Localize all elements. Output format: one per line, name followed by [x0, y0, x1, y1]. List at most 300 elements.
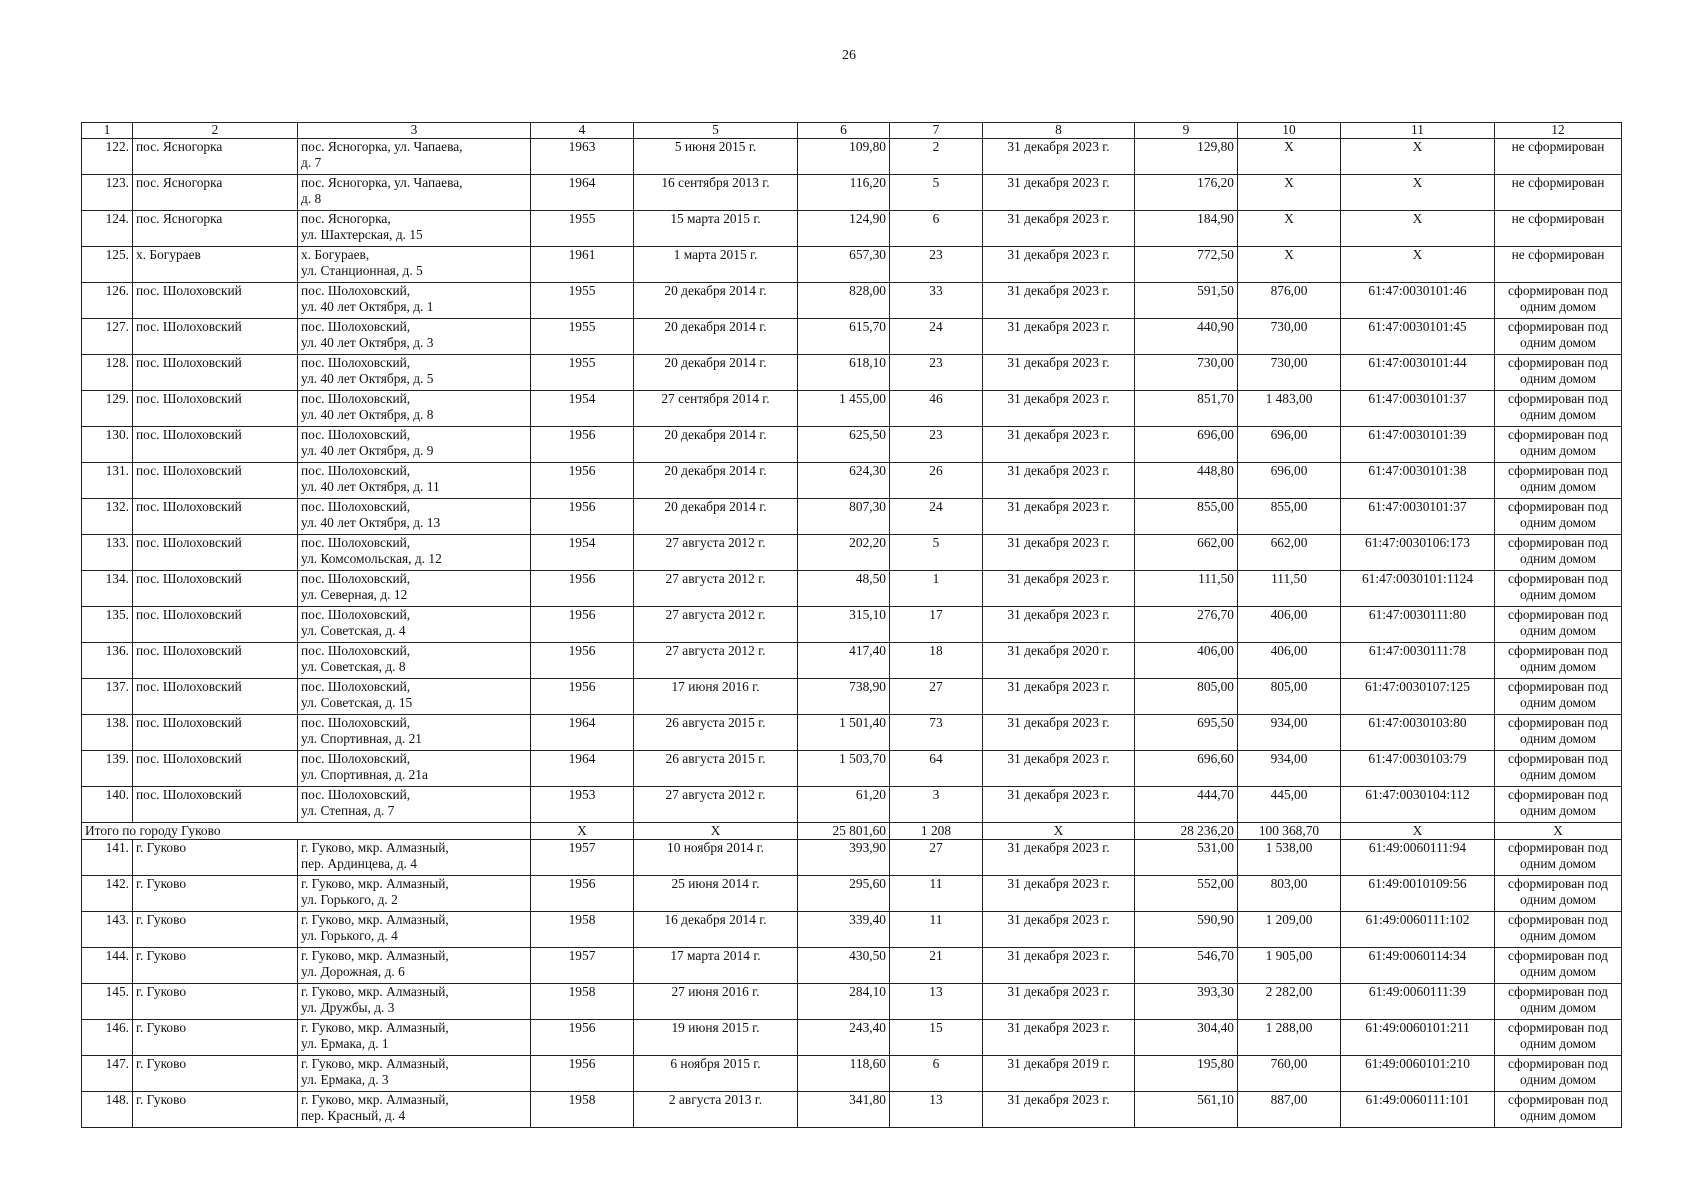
year-cell: 1956 [531, 427, 634, 463]
address-cell [298, 1056, 531, 1092]
land-status-cell [1495, 211, 1622, 247]
residents-cell: 15 [890, 1020, 983, 1056]
land-status-line: не сформирован [1511, 139, 1605, 154]
settlement-cell: пос. Шолоховский [133, 751, 298, 787]
land-status-cell [1495, 679, 1622, 715]
row-number-cell: 147. [82, 1056, 133, 1092]
land-status-line: одним домом [1520, 335, 1596, 350]
residents-cell: 23 [890, 355, 983, 391]
land-status-line: сформирован под [1508, 1020, 1608, 1035]
col10-cell: Х [1238, 175, 1341, 211]
land-status-cell [1495, 391, 1622, 427]
deadline-cell: 31 декабря 2023 г. [983, 463, 1135, 499]
col10-cell: 1 288,00 [1238, 1020, 1341, 1056]
land-status-line: сформирован под [1508, 751, 1608, 766]
cadastre-cell: 61:49:0060101:210 [1341, 1056, 1495, 1092]
settlement-cell: х. Богураев [133, 247, 298, 283]
land-status-line: одним домом [1520, 371, 1596, 386]
address-line: ул. Станционная, д. 5 [301, 263, 423, 278]
residents-cell: 6 [890, 211, 983, 247]
residents-cell: 2 [890, 139, 983, 175]
row-number-cell: 136. [82, 643, 133, 679]
address-line: ул. Дорожная, д. 6 [301, 964, 405, 979]
residents-cell: 5 [890, 175, 983, 211]
column-number-cell: 11 [1341, 123, 1495, 139]
col10-cell: 855,00 [1238, 499, 1341, 535]
deadline-cell: 31 декабря 2023 г. [983, 427, 1135, 463]
cadastre-cell: 61:49:0010109:56 [1341, 876, 1495, 912]
land-status-cell [1495, 984, 1622, 1020]
area-cell: 624,30 [798, 463, 890, 499]
col9-cell: 176,20 [1135, 175, 1238, 211]
address-line: пос. Шолоховский, [301, 355, 411, 370]
land-status-line: не сформирован [1511, 175, 1605, 190]
col10-cell: 1 905,00 [1238, 948, 1341, 984]
col9-cell: 184,90 [1135, 211, 1238, 247]
table-row [82, 876, 1622, 912]
address-cell [298, 319, 531, 355]
land-status-cell [1495, 571, 1622, 607]
land-status-line: одним домом [1520, 551, 1596, 566]
land-status-cell [1495, 1020, 1622, 1056]
row-number-cell: 125. [82, 247, 133, 283]
address-line: пос. Шолоховский, [301, 715, 411, 730]
address-line: г. Гуково, мкр. Алмазный, [301, 840, 449, 855]
area-cell: 807,30 [798, 499, 890, 535]
col10-cell: 803,00 [1238, 876, 1341, 912]
residents-cell: 21 [890, 948, 983, 984]
row-number-cell: 134. [82, 571, 133, 607]
cadastre-cell: Х [1341, 211, 1495, 247]
settlement-cell: г. Гуково [133, 912, 298, 948]
date-cell: 27 августа 2012 г. [634, 643, 798, 679]
address-line: пос. Ясногорка, ул. Чапаева, [301, 139, 463, 154]
settlement-cell: пос. Шолоховский [133, 607, 298, 643]
cadastre-cell: 61:47:0030101:39 [1341, 427, 1495, 463]
area-cell: 339,40 [798, 912, 890, 948]
year-cell: 1956 [531, 499, 634, 535]
residents-cell: 24 [890, 319, 983, 355]
settlement-cell: пос. Шолоховский [133, 319, 298, 355]
address-line: ул. Горького, д. 2 [301, 892, 398, 907]
land-status-cell [1495, 715, 1622, 751]
col10-cell: 730,00 [1238, 319, 1341, 355]
address-cell [298, 787, 531, 823]
column-number-cell: 12 [1495, 123, 1622, 139]
settlement-cell: пос. Шолоховский [133, 355, 298, 391]
address-cell [298, 876, 531, 912]
year-cell: 1957 [531, 948, 634, 984]
col10-cell: 2 282,00 [1238, 984, 1341, 1020]
year-cell: 1954 [531, 535, 634, 571]
cadastre-cell: 61:49:0060111:101 [1341, 1092, 1495, 1128]
total-label-cell: Итого по городу Гуково [82, 823, 531, 840]
settlement-cell: г. Гуково [133, 984, 298, 1020]
table-row [82, 535, 1622, 571]
deadline-cell: 31 декабря 2023 г. [983, 535, 1135, 571]
address-line: пос. Шолоховский, [301, 535, 411, 550]
row-number-cell: 127. [82, 319, 133, 355]
deadline-cell: 31 декабря 2023 г. [983, 355, 1135, 391]
table-row [82, 751, 1622, 787]
land-status-cell [1495, 247, 1622, 283]
address-cell [298, 463, 531, 499]
land-status-line: одним домом [1520, 587, 1596, 602]
deadline-cell: 31 декабря 2023 г. [983, 283, 1135, 319]
date-cell: 26 августа 2015 г. [634, 715, 798, 751]
address-line: пос. Шолоховский, [301, 391, 411, 406]
residents-cell: 23 [890, 427, 983, 463]
table-row [82, 139, 1622, 175]
address-line: пос. Шолоховский, [301, 499, 411, 514]
settlement-cell: пос. Шолоховский [133, 643, 298, 679]
land-status-line: сформирован под [1508, 787, 1608, 802]
address-line: ул. Советская, д. 4 [301, 623, 406, 638]
row-number-cell: 131. [82, 463, 133, 499]
address-cell [298, 984, 531, 1020]
cadastre-cell: 61:49:0060101:211 [1341, 1020, 1495, 1056]
deadline-cell: 31 декабря 2023 г. [983, 175, 1135, 211]
cadastre-cell: 61:47:0030101:45 [1341, 319, 1495, 355]
col10-cell: 1 209,00 [1238, 912, 1341, 948]
address-cell [298, 840, 531, 876]
table-row [82, 499, 1622, 535]
settlement-cell: пос. Шолоховский [133, 679, 298, 715]
cadastre-cell: 61:47:0030107:125 [1341, 679, 1495, 715]
address-cell [298, 283, 531, 319]
area-cell: 625,50 [798, 427, 890, 463]
date-cell: 6 ноября 2015 г. [634, 1056, 798, 1092]
land-status-line: сформирован под [1508, 391, 1608, 406]
land-status-line: сформирован под [1508, 840, 1608, 855]
address-line: ул. 40 лет Октября, д. 13 [301, 515, 441, 530]
year-cell: 1956 [531, 876, 634, 912]
address-line: пер. Ардинцева, д. 4 [301, 856, 417, 871]
col10-cell: 406,00 [1238, 643, 1341, 679]
column-number-cell: 6 [798, 123, 890, 139]
residents-cell: 24 [890, 499, 983, 535]
land-status-cell [1495, 463, 1622, 499]
land-status-cell [1495, 175, 1622, 211]
settlement-cell: пос. Шолоховский [133, 535, 298, 571]
address-line: ул. Шахтерская, д. 15 [301, 227, 423, 242]
land-status-line: сформирован под [1508, 679, 1608, 694]
total-row [82, 823, 1622, 840]
address-line: г. Гуково, мкр. Алмазный, [301, 1092, 449, 1107]
land-status-cell [1495, 499, 1622, 535]
residents-cell: 26 [890, 463, 983, 499]
year-cell: 1957 [531, 840, 634, 876]
settlement-cell: пос. Шолоховский [133, 571, 298, 607]
land-status-line: одним домом [1520, 407, 1596, 422]
cadastre-cell: 61:47:0030101:44 [1341, 355, 1495, 391]
year-cell: 1963 [531, 139, 634, 175]
address-cell [298, 427, 531, 463]
land-status-cell [1495, 948, 1622, 984]
address-line: пос. Шолоховский, [301, 643, 411, 658]
land-status-cell [1495, 355, 1622, 391]
col9-cell: 695,50 [1135, 715, 1238, 751]
row-number-cell: 148. [82, 1092, 133, 1128]
col9-cell: 696,00 [1135, 427, 1238, 463]
land-status-cell [1495, 912, 1622, 948]
address-cell [298, 643, 531, 679]
col9-cell: 531,00 [1135, 840, 1238, 876]
date-cell: 1 марта 2015 г. [634, 247, 798, 283]
address-line: ул. 40 лет Октября, д. 11 [301, 479, 440, 494]
land-status-line: одним домом [1520, 856, 1596, 871]
year-cell: 1955 [531, 211, 634, 247]
col10-cell: 934,00 [1238, 715, 1341, 751]
col9-cell: 440,90 [1135, 319, 1238, 355]
land-status-cell [1495, 643, 1622, 679]
col9-cell: 546,70 [1135, 948, 1238, 984]
land-status-line: одним домом [1520, 515, 1596, 530]
col10-cell: 696,00 [1238, 463, 1341, 499]
column-number-cell: 3 [298, 123, 531, 139]
date-cell: 27 августа 2012 г. [634, 571, 798, 607]
address-line: ул. 40 лет Октября, д. 5 [301, 371, 434, 386]
address-cell [298, 535, 531, 571]
land-status-line: одним домом [1520, 659, 1596, 674]
year-cell: 1956 [531, 1056, 634, 1092]
area-cell: 615,70 [798, 319, 890, 355]
land-status-line: одним домом [1520, 964, 1596, 979]
address-cell [298, 391, 531, 427]
row-number-cell: 144. [82, 948, 133, 984]
land-status-cell [1495, 1056, 1622, 1092]
land-status-line: сформирован под [1508, 1092, 1608, 1107]
address-cell [298, 355, 531, 391]
cadastre-cell: 61:47:0030101:37 [1341, 499, 1495, 535]
date-cell: 16 декабря 2014 г. [634, 912, 798, 948]
address-line: ул. 40 лет Октября, д. 9 [301, 443, 434, 458]
row-number-cell: 139. [82, 751, 133, 787]
year-cell: 1955 [531, 355, 634, 391]
date-cell: 20 декабря 2014 г. [634, 463, 798, 499]
land-status-line: сформирован под [1508, 984, 1608, 999]
residents-cell: 1 [890, 571, 983, 607]
cadastre-cell: 61:49:0060111:39 [1341, 984, 1495, 1020]
address-line: ул. 40 лет Октября, д. 8 [301, 407, 434, 422]
area-cell: 341,80 [798, 1092, 890, 1128]
table-row [82, 1056, 1622, 1092]
table-row [82, 984, 1622, 1020]
residents-cell: 27 [890, 840, 983, 876]
address-line: д. 7 [301, 155, 322, 170]
table-row [82, 912, 1622, 948]
address-line: ул. Советская, д. 15 [301, 695, 413, 710]
settlement-cell: г. Гуково [133, 948, 298, 984]
address-line: пос. Шолоховский, [301, 607, 411, 622]
date-cell: 5 июня 2015 г. [634, 139, 798, 175]
residents-cell: 33 [890, 283, 983, 319]
address-line: пос. Шолоховский, [301, 751, 411, 766]
address-cell [298, 607, 531, 643]
land-status-cell [1495, 139, 1622, 175]
row-number-cell: 132. [82, 499, 133, 535]
col10-cell: 934,00 [1238, 751, 1341, 787]
cadastre-cell: 61:47:0030111:78 [1341, 643, 1495, 679]
cadastre-cell: Х [1341, 175, 1495, 211]
total-col10-cell: 100 368,70 [1238, 823, 1341, 840]
deadline-cell: 31 декабря 2023 г. [983, 391, 1135, 427]
address-cell [298, 948, 531, 984]
address-cell [298, 571, 531, 607]
row-number-cell: 138. [82, 715, 133, 751]
row-number-cell: 128. [82, 355, 133, 391]
table-row [82, 679, 1622, 715]
land-status-line: не сформирован [1511, 247, 1605, 262]
table-row [82, 427, 1622, 463]
table-row [82, 463, 1622, 499]
deadline-cell: 31 декабря 2020 г. [983, 643, 1135, 679]
col9-cell: 406,00 [1135, 643, 1238, 679]
col10-cell: 406,00 [1238, 607, 1341, 643]
row-number-cell: 129. [82, 391, 133, 427]
housing-register-table [81, 122, 1622, 1128]
residents-cell: 13 [890, 984, 983, 1020]
address-line: д. 8 [301, 191, 322, 206]
area-cell: 315,10 [798, 607, 890, 643]
address-line: пос. Шолоховский, [301, 427, 411, 442]
col10-cell: 805,00 [1238, 679, 1341, 715]
deadline-cell: 31 декабря 2023 г. [983, 787, 1135, 823]
row-number-cell: 126. [82, 283, 133, 319]
address-line: ул. Дружбы, д. 3 [301, 1000, 395, 1015]
row-number-cell: 122. [82, 139, 133, 175]
col10-cell: Х [1238, 139, 1341, 175]
address-line: пос. Шолоховский, [301, 787, 411, 802]
land-status-line: одним домом [1520, 928, 1596, 943]
settlement-cell: пос. Ясногорка [133, 211, 298, 247]
date-cell: 19 июня 2015 г. [634, 1020, 798, 1056]
settlement-cell: пос. Шолоховский [133, 391, 298, 427]
row-number-cell: 141. [82, 840, 133, 876]
residents-cell: 23 [890, 247, 983, 283]
table-row [82, 355, 1622, 391]
year-cell: 1956 [531, 463, 634, 499]
address-line: пос. Шолоховский, [301, 463, 411, 478]
col9-cell: 591,50 [1135, 283, 1238, 319]
land-status-line: сформирован под [1508, 355, 1608, 370]
col10-cell: 111,50 [1238, 571, 1341, 607]
row-number-cell: 137. [82, 679, 133, 715]
address-cell [298, 912, 531, 948]
deadline-cell: 31 декабря 2023 г. [983, 211, 1135, 247]
column-number-cell: 5 [634, 123, 798, 139]
address-line: г. Гуково, мкр. Алмазный, [301, 1020, 449, 1035]
date-cell: 17 марта 2014 г. [634, 948, 798, 984]
col10-cell: Х [1238, 247, 1341, 283]
land-status-line: сформирован под [1508, 571, 1608, 586]
row-number-cell: 124. [82, 211, 133, 247]
year-cell: 1955 [531, 283, 634, 319]
land-status-cell [1495, 535, 1622, 571]
col9-cell: 448,80 [1135, 463, 1238, 499]
date-cell: 25 июня 2014 г. [634, 876, 798, 912]
land-status-cell [1495, 607, 1622, 643]
deadline-cell: 31 декабря 2023 г. [983, 1020, 1135, 1056]
area-cell: 202,20 [798, 535, 890, 571]
area-cell: 109,80 [798, 139, 890, 175]
land-status-line: одним домом [1520, 479, 1596, 494]
date-cell: 16 сентября 2013 г. [634, 175, 798, 211]
year-cell: 1961 [531, 247, 634, 283]
area-cell: 657,30 [798, 247, 890, 283]
residents-cell: 6 [890, 1056, 983, 1092]
column-number-cell: 9 [1135, 123, 1238, 139]
residents-cell: 73 [890, 715, 983, 751]
deadline-cell: 31 декабря 2023 г. [983, 715, 1135, 751]
col9-cell: 730,00 [1135, 355, 1238, 391]
date-cell: 26 августа 2015 г. [634, 751, 798, 787]
deadline-cell: 31 декабря 2023 г. [983, 139, 1135, 175]
year-cell: 1958 [531, 1092, 634, 1128]
table-row [82, 247, 1622, 283]
settlement-cell: г. Гуково [133, 1092, 298, 1128]
area-cell: 1 503,70 [798, 751, 890, 787]
deadline-cell: 31 декабря 2023 г. [983, 984, 1135, 1020]
column-number-cell: 7 [890, 123, 983, 139]
address-line: г. Гуково, мкр. Алмазный, [301, 984, 449, 999]
land-status-line: одним домом [1520, 299, 1596, 314]
address-line: г. Гуково, мкр. Алмазный, [301, 1056, 449, 1071]
residents-cell: 11 [890, 876, 983, 912]
land-status-cell [1495, 1092, 1622, 1128]
col9-cell: 552,00 [1135, 876, 1238, 912]
total-col12-cell: Х [1495, 823, 1622, 840]
deadline-cell: 31 декабря 2023 г. [983, 571, 1135, 607]
address-line: ул. Северная, д. 12 [301, 587, 408, 602]
col9-cell: 855,00 [1135, 499, 1238, 535]
table-row [82, 715, 1622, 751]
table-row [82, 283, 1622, 319]
land-status-line: сформирован под [1508, 499, 1608, 514]
land-status-line: сформирован под [1508, 876, 1608, 891]
area-cell: 417,40 [798, 643, 890, 679]
land-status-line: одним домом [1520, 1108, 1596, 1123]
deadline-cell: 31 декабря 2023 г. [983, 499, 1135, 535]
address-cell [298, 1020, 531, 1056]
year-cell: 1954 [531, 391, 634, 427]
col9-cell: 851,70 [1135, 391, 1238, 427]
address-line: пос. Ясногорка, ул. Чапаева, [301, 175, 463, 190]
land-status-line: сформирован под [1508, 463, 1608, 478]
cadastre-cell: 61:47:0030106:173 [1341, 535, 1495, 571]
address-cell [298, 139, 531, 175]
area-cell: 116,20 [798, 175, 890, 211]
date-cell: 27 августа 2012 г. [634, 787, 798, 823]
deadline-cell: 31 декабря 2023 г. [983, 876, 1135, 912]
area-cell: 738,90 [798, 679, 890, 715]
address-line: пос. Шолоховский, [301, 679, 411, 694]
land-status-line: не сформирован [1511, 211, 1605, 226]
settlement-cell: г. Гуково [133, 876, 298, 912]
col9-cell: 696,60 [1135, 751, 1238, 787]
residents-cell: 46 [890, 391, 983, 427]
address-line: ул. Спортивная, д. 21а [301, 767, 428, 782]
area-cell: 1 455,00 [798, 391, 890, 427]
deadline-cell: 31 декабря 2023 г. [983, 751, 1135, 787]
total-col5-cell: Х [634, 823, 798, 840]
table-row [82, 787, 1622, 823]
land-status-line: одним домом [1520, 1036, 1596, 1051]
table-row [82, 391, 1622, 427]
address-line: ул. Комсомольская, д. 12 [301, 551, 442, 566]
deadline-cell: 31 декабря 2023 г. [983, 607, 1135, 643]
col9-cell: 444,70 [1135, 787, 1238, 823]
